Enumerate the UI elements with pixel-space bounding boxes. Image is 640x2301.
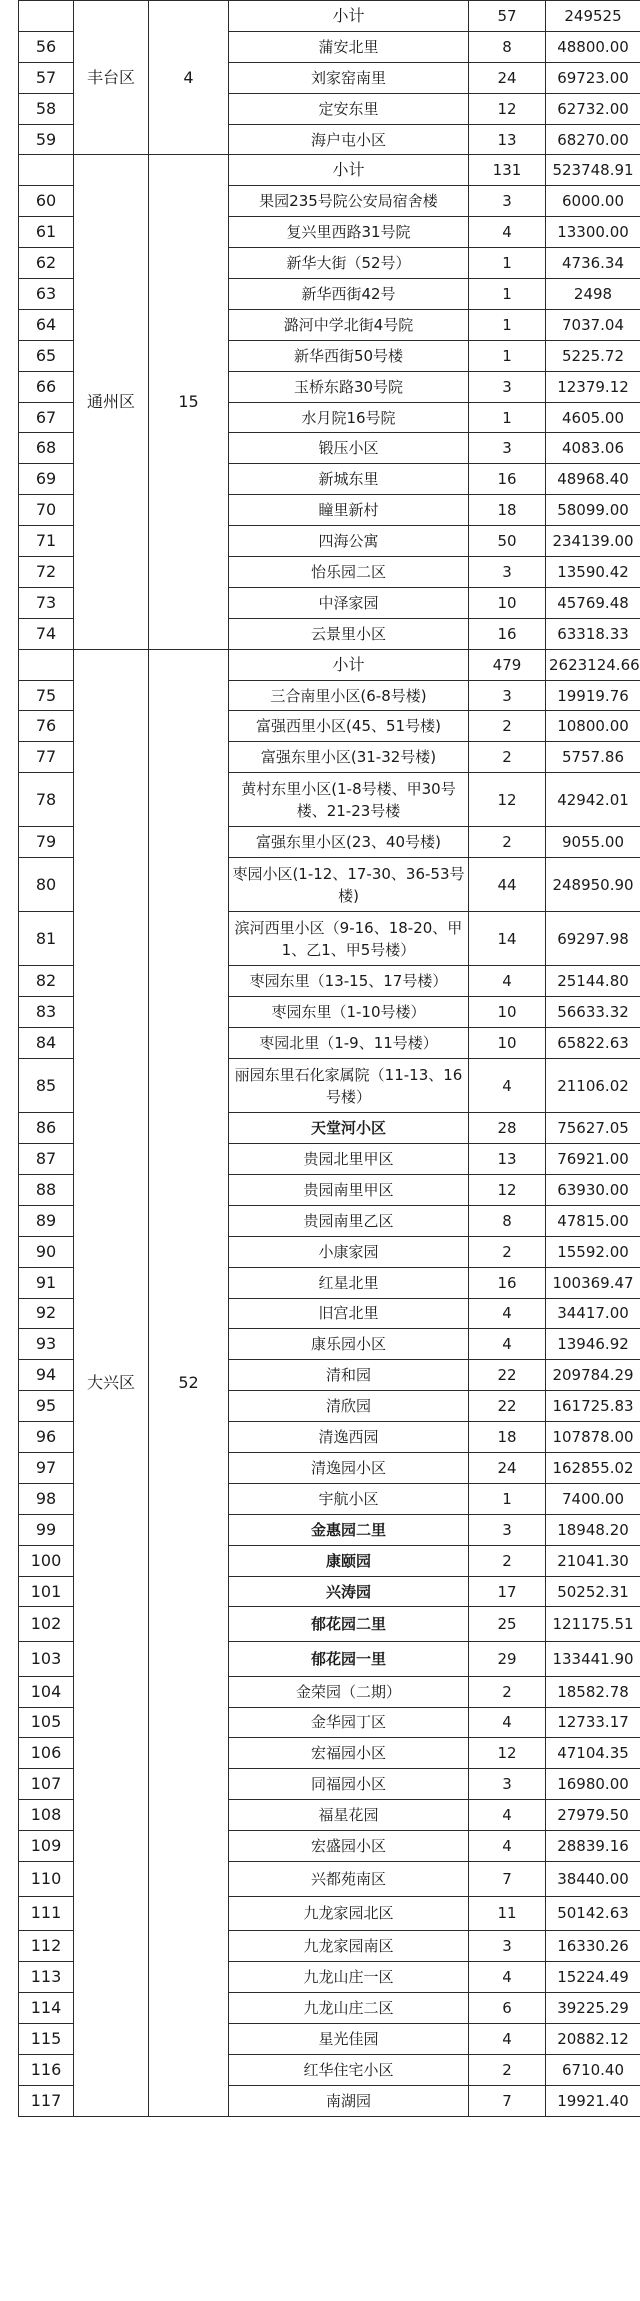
- building-count-cell: 57: [469, 1, 546, 32]
- row-number-cell: 99: [19, 1514, 74, 1545]
- row-number-cell: 111: [19, 1896, 74, 1931]
- community-name-cell: 福星花园: [229, 1800, 469, 1831]
- row-number-cell: 88: [19, 1174, 74, 1205]
- building-count-cell: 6: [469, 1992, 546, 2023]
- building-count-cell: 3: [469, 371, 546, 402]
- building-count-cell: 3: [469, 557, 546, 588]
- community-name-cell: 南湖园: [229, 2085, 469, 2116]
- row-number-cell: 81: [19, 912, 74, 966]
- area-cell: 25144.80: [546, 966, 640, 997]
- area-cell: 56633.32: [546, 997, 640, 1028]
- building-count-cell: 4: [469, 1831, 546, 1862]
- area-cell: 45769.48: [546, 587, 640, 618]
- row-number-cell: 60: [19, 186, 74, 217]
- row-number-cell: [19, 1, 74, 32]
- community-name-cell: 枣园小区(1-12、17-30、36-53号楼): [229, 858, 469, 912]
- community-name-cell: 星光佳园: [229, 2023, 469, 2054]
- row-number-cell: 83: [19, 997, 74, 1028]
- community-name-cell: 郁花园一里: [229, 1642, 469, 1677]
- row-number-cell: 108: [19, 1800, 74, 1831]
- community-name-cell: 旧宫北里: [229, 1298, 469, 1329]
- community-name-cell: 富强东里小区(31-32号楼): [229, 742, 469, 773]
- row-number-cell: 56: [19, 31, 74, 62]
- building-count-cell: 4: [469, 1298, 546, 1329]
- area-cell: 63930.00: [546, 1174, 640, 1205]
- row-number-cell: 84: [19, 1028, 74, 1059]
- community-name-cell: 红华住宅小区: [229, 2054, 469, 2085]
- row-number-cell: 98: [19, 1483, 74, 1514]
- community-name-cell: 新华西街42号: [229, 279, 469, 310]
- building-count-cell: 16: [469, 464, 546, 495]
- building-count-cell: 479: [469, 649, 546, 680]
- community-name-cell: 金华园丁区: [229, 1707, 469, 1738]
- area-cell: 248950.90: [546, 858, 640, 912]
- area-cell: 20882.12: [546, 2023, 640, 2054]
- community-count-cell: 15: [149, 155, 229, 649]
- area-cell: 16330.26: [546, 1931, 640, 1962]
- building-count-cell: 4: [469, 2023, 546, 2054]
- area-cell: 161725.83: [546, 1391, 640, 1422]
- area-cell: 76921.00: [546, 1144, 640, 1175]
- row-number-cell: 62: [19, 248, 74, 279]
- building-count-cell: 4: [469, 966, 546, 997]
- community-name-cell: 富强西里小区(45、51号楼): [229, 711, 469, 742]
- community-name-cell: 小计: [229, 649, 469, 680]
- community-name-cell: 枣园北里（1-9、11号楼）: [229, 1028, 469, 1059]
- area-cell: 12379.12: [546, 371, 640, 402]
- building-count-cell: 2: [469, 1545, 546, 1576]
- building-count-cell: 8: [469, 1205, 546, 1236]
- subtotal-row: [19, 649, 640, 680]
- row-number-cell: 74: [19, 618, 74, 649]
- row-number-cell: 115: [19, 2023, 74, 2054]
- community-name-cell: 枣园东里（1-10号楼）: [229, 997, 469, 1028]
- building-count-cell: 4: [469, 217, 546, 248]
- area-cell: 234139.00: [546, 526, 640, 557]
- row-number-cell: 85: [19, 1059, 74, 1113]
- community-name-cell: 海户屯小区: [229, 124, 469, 155]
- community-name-cell: 玉桥东路30号院: [229, 371, 469, 402]
- area-cell: 38440.00: [546, 1861, 640, 1896]
- row-number-cell: 63: [19, 279, 74, 310]
- community-name-cell: 清逸西园: [229, 1422, 469, 1453]
- district-cell: 大兴区: [74, 649, 149, 2116]
- area-cell: 21106.02: [546, 1059, 640, 1113]
- area-cell: 62732.00: [546, 93, 640, 124]
- area-cell: 75627.05: [546, 1113, 640, 1144]
- building-count-cell: 22: [469, 1391, 546, 1422]
- building-count-cell: 4: [469, 1059, 546, 1113]
- community-name-cell: 小计: [229, 155, 469, 186]
- row-number-cell: 114: [19, 1992, 74, 2023]
- building-count-cell: 10: [469, 587, 546, 618]
- area-cell: 13300.00: [546, 217, 640, 248]
- row-number-cell: 89: [19, 1205, 74, 1236]
- community-count-cell: 52: [149, 649, 229, 2116]
- area-cell: 18582.78: [546, 1676, 640, 1707]
- area-cell: 39225.29: [546, 1992, 640, 2023]
- building-count-cell: 10: [469, 1028, 546, 1059]
- building-count-cell: 22: [469, 1360, 546, 1391]
- building-count-cell: 28: [469, 1113, 546, 1144]
- community-name-cell: 清逸园小区: [229, 1453, 469, 1484]
- area-cell: 15592.00: [546, 1236, 640, 1267]
- row-number-cell: [19, 155, 74, 186]
- row-number-cell: 65: [19, 340, 74, 371]
- row-number-cell: 70: [19, 495, 74, 526]
- row-number-cell: 64: [19, 309, 74, 340]
- area-cell: 21041.30: [546, 1545, 640, 1576]
- row-number-cell: 72: [19, 557, 74, 588]
- community-name-cell: 蒲安北里: [229, 31, 469, 62]
- community-name-cell: 怡乐园二区: [229, 557, 469, 588]
- area-cell: 4736.34: [546, 248, 640, 279]
- community-name-cell: 同福园小区: [229, 1769, 469, 1800]
- building-count-cell: 1: [469, 340, 546, 371]
- building-count-cell: 3: [469, 1514, 546, 1545]
- community-name-cell: 贵园北里甲区: [229, 1144, 469, 1175]
- community-name-cell: 九龙家园南区: [229, 1931, 469, 1962]
- building-count-cell: 18: [469, 1422, 546, 1453]
- row-number-cell: 110: [19, 1861, 74, 1896]
- area-cell: 2623124.66: [546, 649, 640, 680]
- area-cell: 107878.00: [546, 1422, 640, 1453]
- community-name-cell: 三合南里小区(6-8号楼): [229, 680, 469, 711]
- community-name-cell: 贵园南里甲区: [229, 1174, 469, 1205]
- building-count-cell: 14: [469, 912, 546, 966]
- area-cell: 48800.00: [546, 31, 640, 62]
- community-name-cell: 丽园东里石化家属院（11-13、16号楼）: [229, 1059, 469, 1113]
- area-cell: 15224.49: [546, 1962, 640, 1993]
- building-count-cell: 131: [469, 155, 546, 186]
- community-name-cell: 复兴里西路31号院: [229, 217, 469, 248]
- community-name-cell: 小康家园: [229, 1236, 469, 1267]
- row-number-cell: 106: [19, 1738, 74, 1769]
- building-count-cell: 12: [469, 773, 546, 827]
- row-number-cell: 113: [19, 1962, 74, 1993]
- building-count-cell: 4: [469, 1707, 546, 1738]
- building-count-cell: 18: [469, 495, 546, 526]
- community-name-cell: 宏福园小区: [229, 1738, 469, 1769]
- row-number-cell: 69: [19, 464, 74, 495]
- row-number-cell: 112: [19, 1931, 74, 1962]
- building-count-cell: 2: [469, 711, 546, 742]
- building-count-cell: 16: [469, 1267, 546, 1298]
- building-count-cell: 10: [469, 997, 546, 1028]
- row-number-cell: 73: [19, 587, 74, 618]
- community-name-cell: 九龙山庄一区: [229, 1962, 469, 1993]
- community-name-cell: 红星北里: [229, 1267, 469, 1298]
- area-cell: 65822.63: [546, 1028, 640, 1059]
- building-count-cell: 7: [469, 1861, 546, 1896]
- community-name-cell: 枣园东里（13-15、17号楼）: [229, 966, 469, 997]
- building-count-cell: 12: [469, 1174, 546, 1205]
- community-name-cell: 刘家窑南里: [229, 62, 469, 93]
- table-body: [19, 1, 640, 2117]
- row-number-cell: 82: [19, 966, 74, 997]
- area-cell: 9055.00: [546, 827, 640, 858]
- row-number-cell: 97: [19, 1453, 74, 1484]
- row-number-cell: 80: [19, 858, 74, 912]
- community-name-cell: 四海公寓: [229, 526, 469, 557]
- building-count-cell: 1: [469, 248, 546, 279]
- row-number-cell: 58: [19, 93, 74, 124]
- community-name-cell: 富强东里小区(23、40号楼): [229, 827, 469, 858]
- row-number-cell: [19, 649, 74, 680]
- row-number-cell: 93: [19, 1329, 74, 1360]
- area-cell: 6710.40: [546, 2054, 640, 2085]
- row-number-cell: 66: [19, 371, 74, 402]
- row-number-cell: 79: [19, 827, 74, 858]
- row-number-cell: 105: [19, 1707, 74, 1738]
- community-name-cell: 水月院16号院: [229, 402, 469, 433]
- building-count-cell: 1: [469, 279, 546, 310]
- building-count-cell: 4: [469, 1329, 546, 1360]
- row-number-cell: 78: [19, 773, 74, 827]
- subtotal-row: [19, 1, 640, 32]
- area-cell: 209784.29: [546, 1360, 640, 1391]
- community-name-cell: 宇航小区: [229, 1483, 469, 1514]
- community-name-cell: 果园235号院公安局宿舍楼: [229, 186, 469, 217]
- area-cell: 7037.04: [546, 309, 640, 340]
- community-name-cell: 中泽家园: [229, 587, 469, 618]
- row-number-cell: 109: [19, 1831, 74, 1862]
- building-count-cell: 44: [469, 858, 546, 912]
- row-number-cell: 57: [19, 62, 74, 93]
- row-number-cell: 59: [19, 124, 74, 155]
- building-count-cell: 4: [469, 1800, 546, 1831]
- community-count-cell: 4: [149, 1, 229, 155]
- building-count-cell: 7: [469, 2085, 546, 2116]
- area-cell: 27979.50: [546, 1800, 640, 1831]
- area-cell: 50252.31: [546, 1576, 640, 1607]
- building-count-cell: 3: [469, 1769, 546, 1800]
- area-cell: 13590.42: [546, 557, 640, 588]
- area-cell: 7400.00: [546, 1483, 640, 1514]
- row-number-cell: 87: [19, 1144, 74, 1175]
- community-name-cell: 金惠园二里: [229, 1514, 469, 1545]
- community-name-cell: 新华大街（52号）: [229, 248, 469, 279]
- building-count-cell: 2: [469, 742, 546, 773]
- building-count-cell: 3: [469, 186, 546, 217]
- building-count-cell: 1: [469, 1483, 546, 1514]
- community-name-cell: 天堂河小区: [229, 1113, 469, 1144]
- area-cell: 34417.00: [546, 1298, 640, 1329]
- row-number-cell: 86: [19, 1113, 74, 1144]
- area-cell: 16980.00: [546, 1769, 640, 1800]
- area-cell: 19919.76: [546, 680, 640, 711]
- row-number-cell: 117: [19, 2085, 74, 2116]
- area-cell: 47104.35: [546, 1738, 640, 1769]
- building-count-cell: 13: [469, 1144, 546, 1175]
- area-cell: 63318.33: [546, 618, 640, 649]
- area-cell: 48968.40: [546, 464, 640, 495]
- community-name-cell: 小计: [229, 1, 469, 32]
- building-count-cell: 2: [469, 1236, 546, 1267]
- community-name-cell: 清和园: [229, 1360, 469, 1391]
- area-cell: 133441.90: [546, 1642, 640, 1677]
- community-name-cell: 康乐园小区: [229, 1329, 469, 1360]
- building-count-cell: 16: [469, 618, 546, 649]
- area-cell: 10800.00: [546, 711, 640, 742]
- community-name-cell: 清欣园: [229, 1391, 469, 1422]
- community-name-cell: 新华西街50号楼: [229, 340, 469, 371]
- row-number-cell: 101: [19, 1576, 74, 1607]
- subtotal-row: [19, 155, 640, 186]
- row-number-cell: 68: [19, 433, 74, 464]
- area-cell: 50142.63: [546, 1896, 640, 1931]
- row-number-cell: 77: [19, 742, 74, 773]
- community-name-cell: 瞳里新村: [229, 495, 469, 526]
- building-count-cell: 4: [469, 1962, 546, 1993]
- area-cell: 47815.00: [546, 1205, 640, 1236]
- area-cell: 69723.00: [546, 62, 640, 93]
- area-cell: 19921.40: [546, 2085, 640, 2116]
- area-cell: 69297.98: [546, 912, 640, 966]
- area-cell: 6000.00: [546, 186, 640, 217]
- area-cell: 13946.92: [546, 1329, 640, 1360]
- area-cell: 58099.00: [546, 495, 640, 526]
- area-cell: 5225.72: [546, 340, 640, 371]
- row-number-cell: 100: [19, 1545, 74, 1576]
- area-cell: 2498: [546, 279, 640, 310]
- building-count-cell: 3: [469, 680, 546, 711]
- community-name-cell: 贵园南里乙区: [229, 1205, 469, 1236]
- area-cell: 28839.16: [546, 1831, 640, 1862]
- building-count-cell: 29: [469, 1642, 546, 1677]
- area-cell: 100369.47: [546, 1267, 640, 1298]
- area-cell: 18948.20: [546, 1514, 640, 1545]
- area-cell: 5757.86: [546, 742, 640, 773]
- row-number-cell: 95: [19, 1391, 74, 1422]
- community-name-cell: 郁花园二里: [229, 1607, 469, 1642]
- building-count-cell: 13: [469, 124, 546, 155]
- district-cell: 通州区: [74, 155, 149, 649]
- building-count-cell: 2: [469, 827, 546, 858]
- community-name-cell: 九龙家园北区: [229, 1896, 469, 1931]
- community-name-cell: 锻压小区: [229, 433, 469, 464]
- building-count-cell: 1: [469, 309, 546, 340]
- row-number-cell: 102: [19, 1607, 74, 1642]
- building-count-cell: 8: [469, 31, 546, 62]
- row-number-cell: 61: [19, 217, 74, 248]
- area-cell: 12733.17: [546, 1707, 640, 1738]
- row-number-cell: 75: [19, 680, 74, 711]
- area-cell: 121175.51: [546, 1607, 640, 1642]
- row-number-cell: 92: [19, 1298, 74, 1329]
- building-count-cell: 12: [469, 93, 546, 124]
- building-count-cell: 24: [469, 62, 546, 93]
- area-cell: 249525: [546, 1, 640, 32]
- housing-table: [18, 0, 640, 2117]
- area-cell: 42942.01: [546, 773, 640, 827]
- building-count-cell: 3: [469, 433, 546, 464]
- area-cell: 523748.91: [546, 155, 640, 186]
- district-cell: 丰台区: [74, 1, 149, 155]
- community-name-cell: 兴都苑南区: [229, 1861, 469, 1896]
- building-count-cell: 24: [469, 1453, 546, 1484]
- area-cell: 162855.02: [546, 1453, 640, 1484]
- row-number-cell: 107: [19, 1769, 74, 1800]
- row-number-cell: 94: [19, 1360, 74, 1391]
- building-count-cell: 12: [469, 1738, 546, 1769]
- community-name-cell: 云景里小区: [229, 618, 469, 649]
- row-number-cell: 90: [19, 1236, 74, 1267]
- building-count-cell: 50: [469, 526, 546, 557]
- area-cell: 4605.00: [546, 402, 640, 433]
- area-cell: 68270.00: [546, 124, 640, 155]
- row-number-cell: 104: [19, 1676, 74, 1707]
- community-name-cell: 黄村东里小区(1-8号楼、甲30号楼、21-23号楼: [229, 773, 469, 827]
- area-cell: 4083.06: [546, 433, 640, 464]
- row-number-cell: 71: [19, 526, 74, 557]
- building-count-cell: 1: [469, 402, 546, 433]
- community-name-cell: 新城东里: [229, 464, 469, 495]
- community-name-cell: 金荣园（二期）: [229, 1676, 469, 1707]
- building-count-cell: 3: [469, 1931, 546, 1962]
- row-number-cell: 103: [19, 1642, 74, 1677]
- building-count-cell: 17: [469, 1576, 546, 1607]
- community-name-cell: 滨河西里小区（9-16、18-20、甲1、乙1、甲5号楼）: [229, 912, 469, 966]
- row-number-cell: 91: [19, 1267, 74, 1298]
- row-number-cell: 76: [19, 711, 74, 742]
- community-name-cell: 潞河中学北街4号院: [229, 309, 469, 340]
- community-name-cell: 宏盛园小区: [229, 1831, 469, 1862]
- community-name-cell: 康颐园: [229, 1545, 469, 1576]
- community-name-cell: 九龙山庄二区: [229, 1992, 469, 2023]
- building-count-cell: 25: [469, 1607, 546, 1642]
- row-number-cell: 96: [19, 1422, 74, 1453]
- building-count-cell: 2: [469, 1676, 546, 1707]
- building-count-cell: 11: [469, 1896, 546, 1931]
- row-number-cell: 116: [19, 2054, 74, 2085]
- building-count-cell: 2: [469, 2054, 546, 2085]
- community-name-cell: 兴涛园: [229, 1576, 469, 1607]
- community-name-cell: 定安东里: [229, 93, 469, 124]
- row-number-cell: 67: [19, 402, 74, 433]
